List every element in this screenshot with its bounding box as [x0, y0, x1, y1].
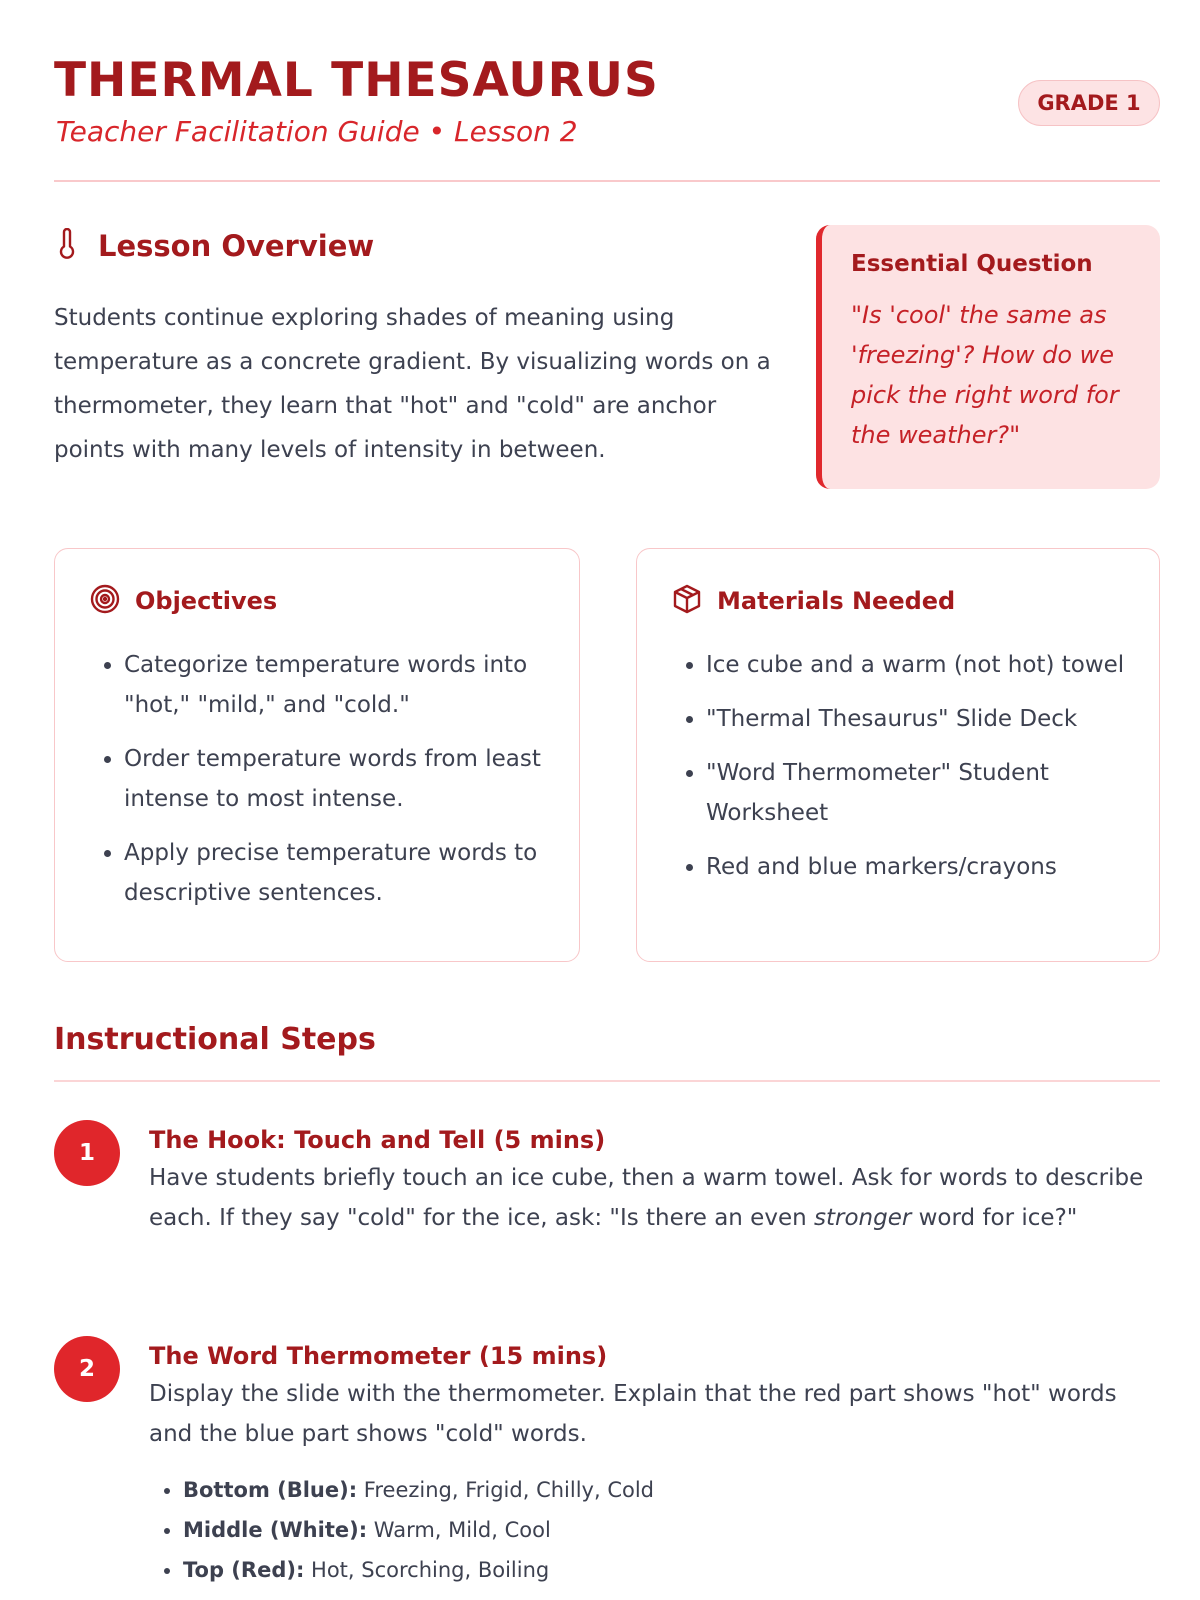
steps-title: Instructional Steps [54, 1022, 376, 1057]
level-label: Bottom (Blue): [183, 1478, 358, 1502]
box-icon [671, 583, 717, 619]
level-words: Hot, Scorching, Boiling [304, 1558, 550, 1582]
level-item [183, 1510, 654, 1550]
objectives-card [54, 548, 580, 962]
thermometer-levels-list [149, 1470, 654, 1590]
materials-list [671, 645, 1129, 887]
step-title: The Hook: Touch and Tell (5 mins) [149, 1126, 606, 1154]
page-title: THERMAL THESAURUS [54, 53, 659, 108]
objective-item: • Order temperature words from least intense to most intense. [124, 739, 549, 819]
material-item: • "Thermal Thesaurus" Slide Deck [706, 699, 1129, 739]
objectives-title: Objectives [135, 587, 278, 615]
materials-title: Materials Needed [717, 587, 956, 615]
essential-question-title: Essential Question [851, 251, 1093, 277]
objectives-heading [89, 585, 549, 617]
level-words: Freezing, Frigid, Chilly, Cold [357, 1478, 655, 1502]
page-subtitle: Teacher Facilitation Guide • Lesson 2 [56, 115, 578, 148]
thermometer-icon [54, 228, 98, 264]
material-item: • "Word Thermometer" Student Worksheet [706, 753, 1129, 833]
step-number-badge: 2 [54, 1336, 120, 1402]
objective-item: • Apply precise temperature words to descriptive sentences. [124, 833, 549, 913]
grade-badge: GRADE 1 [1018, 80, 1160, 126]
step-text-part: Have students briefly touch an ice cube, then a warm towel. Ask for words to describe each. If they say "cold" for the ice, ask: "Is there an even [149, 1165, 1144, 1231]
step-text-emphasis: stronger [813, 1205, 912, 1231]
steps-divider [54, 1080, 1160, 1082]
objectives-list [89, 645, 549, 913]
step-text: Display the slide with the thermometer. Explain that the red part shows "hot" words and the blue part shows "cold" words. [149, 1381, 1117, 1447]
level-item [183, 1550, 654, 1590]
level-item [183, 1470, 654, 1510]
overview-heading [54, 226, 374, 266]
step-text [149, 1158, 1149, 1238]
overview-text: Students continue exploring shades of meaning using temperature as a concrete gradient. By visualizing words on a thermometer, they learn that "hot" and "cold" are anchor points with many levels of intensity in between. [54, 305, 771, 463]
level-label: Top (Red): [183, 1558, 305, 1582]
level-words: Warm, Mild, Cool [367, 1518, 551, 1542]
materials-heading [671, 585, 1129, 617]
step-text-part: word for ice?" [911, 1205, 1078, 1231]
material-item: • Ice cube and a warm (not hot) towel [706, 645, 1129, 685]
target-icon [89, 583, 135, 619]
materials-card [636, 548, 1160, 962]
header-divider [54, 180, 1160, 182]
level-label: Middle (White): [183, 1518, 368, 1542]
step-title: The Word Thermometer (15 mins) [149, 1342, 608, 1370]
essential-question-text: "Is 'cool' the same as 'freezing'? How do we pick the right word for the weather?" [851, 301, 1119, 449]
essential-question-card [816, 225, 1160, 489]
step-number-badge: 1 [54, 1120, 120, 1186]
material-item: • Red and blue markers/crayons [706, 847, 1129, 887]
overview-title: Lesson Overview [98, 229, 375, 263]
objective-item: • Categorize temperature words into "hot," "mild," and "cold." [124, 645, 549, 725]
